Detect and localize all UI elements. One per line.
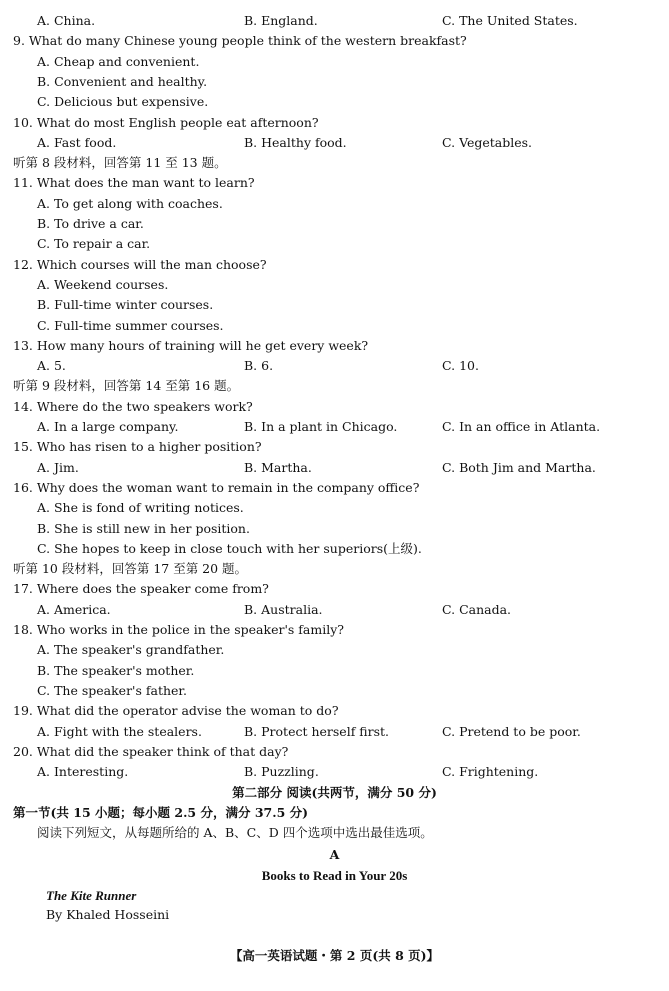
option-c3: C. Both Jim and Martha. (442, 459, 596, 475)
option-row (0, 458, 669, 478)
option-text: B. Convenient and healthy. (37, 73, 208, 89)
question-row (0, 31, 669, 51)
option-row (0, 762, 669, 782)
option-row (0, 316, 669, 336)
question-row (0, 701, 669, 721)
option-text: C. She hopes to keep in close touch with her superiors(上级). (37, 540, 422, 556)
option-row (0, 539, 669, 559)
option-c2: B. Protect herself first. (244, 723, 390, 739)
option-c2: B. Australia. (244, 601, 323, 617)
question-text: 听第 10 段材料，回答第 17 至第 20 题。 (13, 561, 248, 577)
question-text: 10. What do most English people eat afternoon? (13, 114, 319, 130)
question-row (0, 336, 669, 356)
question-row (0, 113, 669, 133)
part2-heading-row (0, 783, 669, 803)
option-c1: A. Fast food. (37, 134, 117, 150)
option-row (0, 72, 669, 92)
option-text: C. Full-time summer courses. (37, 317, 224, 333)
option-text: A. She is fond of writing notices. (37, 500, 244, 516)
option-text: C. Delicious but expensive. (37, 94, 209, 110)
question-row (0, 255, 669, 275)
instructions: 阅读下列短文，从每题所给的 A、B、C、D 四个选项中选出最佳选项。 (37, 825, 433, 840)
question-text: 16. Why does the woman want to remain in the company office? (13, 479, 420, 495)
question-row (0, 559, 669, 579)
option-row (0, 356, 669, 376)
question-row (0, 437, 669, 457)
question-text: 听第 9 段材料，回答第 14 至第 16 题。 (13, 378, 240, 394)
question-row (0, 620, 669, 640)
question-text: 20. What did the speaker think of that day? (13, 743, 289, 759)
book-title-row (0, 886, 669, 906)
footer-row (0, 946, 669, 966)
option-c1: A. Fight with the stealers. (37, 723, 202, 739)
option-row (0, 600, 669, 620)
option-c1: A. In a large company. (37, 419, 179, 434)
option-c2: B. England. (244, 13, 318, 28)
option-text: A. The speaker's grandfather. (37, 642, 225, 658)
option-c1: A. China. (37, 13, 96, 28)
question-text: 13. How many hours of training will he get every week? (13, 337, 369, 353)
question-row (0, 397, 669, 417)
option-row (0, 417, 669, 437)
option-row (0, 194, 669, 214)
option-row (0, 519, 669, 539)
option-text: A. Cheap and convenient. (37, 53, 200, 69)
option-c3: C. The United States. (442, 13, 578, 28)
option-text: B. To drive a car. (37, 216, 144, 231)
option-c3: C. Pretend to be poor. (442, 723, 581, 739)
option-text: A. Weekend courses. (37, 276, 169, 292)
option-c2: B. In a plant in Chicago. (244, 419, 398, 434)
option-row (0, 234, 669, 254)
option-c3: C. Vegetables. (442, 134, 533, 150)
part2-heading: 第二部分 阅读(共两节，满分 50 分) (232, 785, 437, 800)
option-c2: B. Martha. (244, 459, 312, 475)
passage-letter-row (0, 845, 669, 865)
question-text: 14. Where do the two speakers work? (13, 398, 253, 414)
option-row (0, 92, 669, 112)
option-c2: B. 6. (244, 358, 274, 374)
option-text: A. To get along with coaches. (37, 195, 223, 211)
option-c3: C. Canada. (442, 601, 512, 617)
section1-heading-row (0, 803, 669, 823)
question-row (0, 173, 669, 193)
option-text: B. Full-time winter courses. (37, 297, 214, 313)
option-row (0, 214, 669, 234)
question-text: 15. Who has risen to a higher position? (13, 439, 262, 455)
passage-title: Books to Read in Your 20s (261, 868, 408, 883)
question-text: 听第 8 段材料，回答第 11 至 13 题。 (13, 155, 227, 171)
option-c3: C. 10. (442, 358, 479, 374)
question-text: 17. Where does the speaker come from? (13, 581, 269, 597)
question-row (0, 153, 669, 173)
option-row (0, 133, 669, 153)
option-c1: A. Jim. (37, 459, 79, 475)
passage-letter: A (329, 847, 340, 862)
instructions-row (0, 823, 669, 843)
option-row (0, 681, 669, 701)
question-text: 12. Which courses will the man choose? (13, 256, 267, 272)
option-row (0, 722, 669, 742)
option-c3: C. Frightening. (442, 764, 539, 780)
passage-title-row (0, 866, 669, 886)
option-text: B. She is still new in her position. (37, 520, 250, 536)
question-row (0, 376, 669, 396)
option-text: B. The speaker's mother. (37, 662, 195, 678)
option-row (0, 661, 669, 681)
option-text: C. To repair a car. (37, 236, 151, 252)
question-text: 19. What did the operator advise the woman to do? (13, 703, 339, 719)
option-row (0, 498, 669, 518)
section1-heading: 第一节(共 15 小题；每小题 2.5 分，满分 37.5 分) (13, 805, 309, 820)
option-row (0, 11, 669, 31)
question-row (0, 579, 669, 599)
option-row (0, 295, 669, 315)
book-author-row (0, 905, 669, 925)
question-text: 11. What does the man want to learn? (13, 175, 255, 191)
question-text: 18. Who works in the police in the speaker's family? (13, 622, 344, 637)
question-row (0, 742, 669, 762)
option-c1: A. Interesting. (37, 764, 129, 780)
option-row (0, 275, 669, 295)
book-author: By Khaled Hosseini (46, 907, 170, 922)
question-row (0, 478, 669, 498)
book-title: The Kite Runner (46, 888, 137, 903)
option-c1: A. 5. (37, 358, 66, 374)
option-text: C. The speaker's father. (37, 682, 187, 698)
option-c2: B. Puzzling. (244, 764, 319, 780)
page-footer: 【高一英语试题・第 2 页(共 8 页)】 (229, 948, 440, 963)
option-c3: C. In an office in Atlanta. (442, 419, 601, 434)
option-c1: A. America. (37, 601, 111, 617)
option-c2: B. Healthy food. (244, 134, 347, 150)
option-row (0, 52, 669, 72)
option-row (0, 640, 669, 660)
question-text: 9. What do many Chinese young people think of the western breakfast? (13, 33, 467, 49)
